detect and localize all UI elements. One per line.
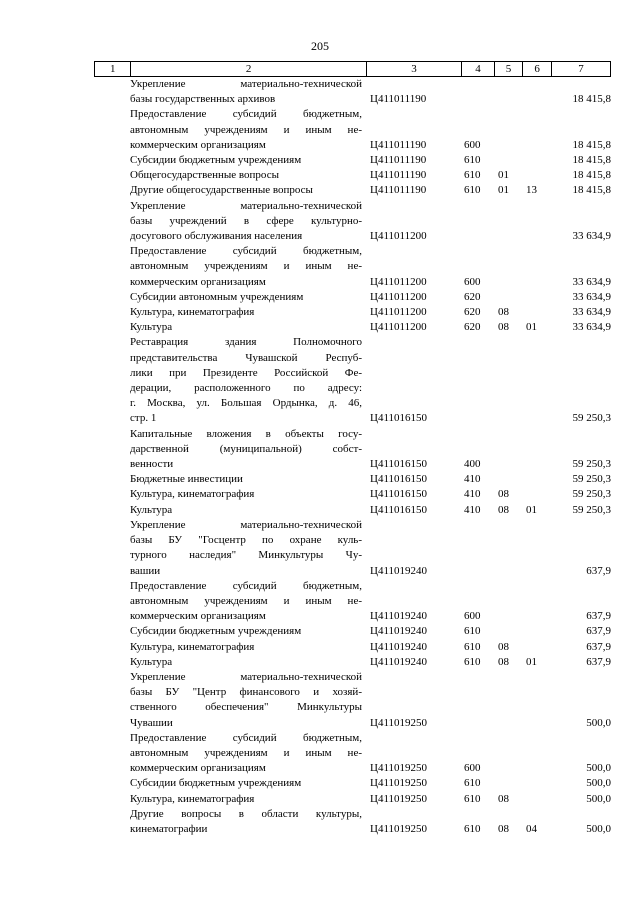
table-row (94, 77, 611, 107)
row-rz-cell: 08 (498, 321, 509, 334)
row-name-line: г. Москва, ул. Большая Ордынка, д. 46, (130, 397, 362, 410)
row-name-cell (130, 335, 368, 426)
row-name-cell (130, 168, 368, 183)
table-row (94, 807, 611, 837)
row-name-line: Культура (130, 503, 173, 516)
row-sum-cell: 59 250,3 (572, 473, 611, 486)
header-col-6: 6 (522, 62, 551, 76)
row-name-line: коммерческим организациям (130, 762, 266, 775)
row-code-cell: Ц411019250 (370, 777, 428, 790)
row-rz-cell: 08 (498, 640, 509, 653)
table-row (94, 305, 611, 320)
row-name-line: автономным учреждениям и иным не- (130, 260, 362, 273)
row-name-cell (130, 655, 368, 670)
table-row (94, 792, 611, 807)
row-name-line: Другие вопросы в области культуры, (130, 807, 362, 820)
header-col-5: 5 (494, 62, 523, 76)
row-name-cell (130, 305, 368, 320)
row-name-cell (130, 183, 368, 198)
row-name-cell (130, 503, 368, 518)
row-vr-cell: 410 (464, 503, 481, 516)
row-vr-cell: 610 (464, 154, 481, 167)
row-name-line: венности (130, 458, 174, 471)
row-sum-cell: 33 634,9 (572, 230, 611, 243)
row-sum-cell: 637,9 (586, 640, 611, 653)
row-code-cell: Ц411011200 (370, 290, 427, 303)
row-name-cell (130, 670, 368, 731)
row-name-line: Бюджетные инвестиции (130, 473, 243, 486)
row-name-line: Чувашии (130, 716, 173, 729)
row-name-line: Культура, кинематография (130, 306, 255, 319)
row-name-line: Предоставление субсидий бюджетным, (130, 579, 362, 592)
row-vr-cell: 410 (464, 488, 481, 501)
row-sum-cell: 33 634,9 (572, 275, 611, 288)
row-name-line: Реставрация здания Полномочного (130, 336, 362, 349)
row-code-cell: Ц411011190 (370, 184, 427, 197)
row-name-line: представительства Чувашской Респуб- (130, 351, 362, 364)
table-header (94, 61, 611, 77)
row-name-cell (130, 199, 368, 245)
row-vr-cell: 400 (464, 458, 481, 471)
row-name-cell (130, 77, 368, 107)
row-code-cell: Ц411011200 (370, 321, 427, 334)
budget-table (94, 61, 611, 837)
row-rz-cell: 08 (498, 306, 509, 319)
row-sum-cell: 500,0 (586, 822, 611, 835)
row-code-cell: Ц411019250 (370, 792, 428, 805)
row-name-line: Субсидии автономным учреждениям (130, 290, 304, 303)
header-col-2: 2 (130, 62, 365, 76)
row-vr-cell: 410 (464, 473, 481, 486)
row-name-line: Капитальные вложения в объекты госу- (130, 427, 362, 440)
table-row (94, 487, 611, 502)
row-code-cell: Ц411019240 (370, 655, 428, 668)
row-code-cell: Ц411011190 (370, 138, 427, 151)
row-pr-cell: 04 (526, 822, 537, 835)
table-row (94, 199, 611, 245)
row-name-line: вашии (130, 564, 161, 577)
row-sum-cell: 18 415,8 (572, 169, 611, 182)
row-vr-cell: 610 (464, 625, 481, 638)
row-rz-cell: 01 (498, 184, 509, 197)
row-vr-cell: 610 (464, 184, 481, 197)
row-name-cell (130, 776, 368, 791)
row-name-line: коммерческим организациям (130, 138, 266, 151)
row-sum-cell: 637,9 (586, 610, 611, 623)
row-sum-cell: 59 250,3 (572, 488, 611, 501)
row-name-cell (130, 320, 368, 335)
row-vr-cell: 600 (464, 610, 481, 623)
row-sum-cell: 33 634,9 (572, 290, 611, 303)
row-sum-cell: 637,9 (586, 655, 611, 668)
row-name-cell (130, 731, 368, 777)
row-name-line: Предоставление субсидий бюджетным, (130, 245, 362, 258)
row-name-line: турного наследия" Минкультуры Чу- (130, 549, 362, 562)
row-sum-cell: 18 415,8 (572, 154, 611, 167)
row-name-line: автономным учреждениям и иным не- (130, 746, 362, 759)
row-name-line: стр. 1 (130, 412, 157, 425)
row-name-line: Субсидии бюджетным учреждениям (130, 154, 302, 167)
row-code-cell: Ц411011190 (370, 93, 427, 106)
row-name-line: автономным учреждениям и иным не- (130, 123, 362, 136)
table-row (94, 624, 611, 639)
row-sum-cell: 18 415,8 (572, 93, 611, 106)
row-code-cell: Ц411011190 (370, 169, 427, 182)
row-code-cell: Ц411011200 (370, 230, 427, 243)
row-vr-cell: 610 (464, 777, 481, 790)
row-name-cell (130, 107, 368, 153)
row-name-cell (130, 807, 368, 837)
row-code-cell: Ц411016150 (370, 412, 428, 425)
row-code-cell: Ц411019240 (370, 640, 428, 653)
header-col-1: 1 (94, 62, 130, 76)
row-name-line: Культура (130, 321, 173, 334)
table-row (94, 776, 611, 791)
row-sum-cell: 637,9 (586, 625, 611, 638)
row-rz-cell: 08 (498, 488, 509, 501)
row-name-cell (130, 244, 368, 290)
table-row (94, 427, 611, 473)
row-pr-cell: 01 (526, 503, 537, 516)
row-name-cell (130, 640, 368, 655)
row-name-line: Укрепление материально-технической (130, 518, 362, 531)
row-rz-cell: 08 (498, 655, 509, 668)
table-row (94, 579, 611, 625)
row-code-cell: Ц411011200 (370, 275, 427, 288)
row-vr-cell: 610 (464, 792, 481, 805)
row-name-line: Культура, кинематография (130, 488, 255, 501)
row-sum-cell: 637,9 (586, 564, 611, 577)
row-name-line: коммерческим организациям (130, 610, 266, 623)
row-name-cell (130, 518, 368, 579)
row-code-cell: Ц411011200 (370, 306, 427, 319)
row-name-line: автономным учреждениям и иным не- (130, 594, 362, 607)
row-rz-cell: 08 (498, 792, 509, 805)
page-number: 205 (311, 39, 329, 53)
row-sum-cell: 18 415,8 (572, 138, 611, 151)
row-vr-cell: 620 (464, 290, 481, 303)
row-code-cell: Ц411011190 (370, 154, 427, 167)
row-name-line: Предоставление субсидий бюджетным, (130, 731, 362, 744)
row-name-line: кинематографии (130, 822, 208, 835)
row-name-line: дарственной (муниципальной) собст- (130, 442, 362, 455)
table-row (94, 472, 611, 487)
row-sum-cell: 59 250,3 (572, 458, 611, 471)
row-name-line: базы БУ "Госцентр по охране куль- (130, 534, 362, 547)
row-sum-cell: 500,0 (586, 716, 611, 729)
row-name-line: коммерческим организациям (130, 275, 266, 288)
header-col-4: 4 (461, 62, 494, 76)
header-col-3: 3 (366, 62, 462, 76)
row-vr-cell: 600 (464, 138, 481, 151)
header-col-7: 7 (551, 62, 611, 76)
row-name-line: Другие общегосударственные вопросы (130, 184, 313, 197)
table-row (94, 655, 611, 670)
row-vr-cell: 620 (464, 306, 481, 319)
row-name-line: Культура (130, 655, 173, 668)
table-row (94, 168, 611, 183)
row-code-cell: Ц411016150 (370, 458, 428, 471)
row-name-line: Предоставление субсидий бюджетным, (130, 108, 362, 121)
row-sum-cell: 18 415,8 (572, 184, 611, 197)
row-vr-cell: 610 (464, 822, 481, 835)
row-name-cell (130, 792, 368, 807)
table-row (94, 107, 611, 153)
row-name-cell (130, 624, 368, 639)
row-vr-cell: 600 (464, 275, 481, 288)
table-row (94, 670, 611, 731)
row-code-cell: Ц411019240 (370, 625, 428, 638)
row-name-line: лики при Президенте Российской Фе- (130, 366, 362, 379)
table-row (94, 153, 611, 168)
row-vr-cell: 610 (464, 655, 481, 668)
table-row (94, 731, 611, 777)
row-sum-cell: 33 634,9 (572, 306, 611, 319)
row-pr-cell: 01 (526, 321, 537, 334)
table-body (94, 77, 611, 837)
row-vr-cell: 620 (464, 321, 481, 334)
row-sum-cell: 33 634,9 (572, 321, 611, 334)
row-name-cell (130, 427, 368, 473)
row-sum-cell: 59 250,3 (572, 503, 611, 516)
row-code-cell: Ц411019250 (370, 822, 428, 835)
table-row (94, 290, 611, 305)
table-row (94, 183, 611, 198)
row-pr-cell: 01 (526, 655, 537, 668)
row-rz-cell: 01 (498, 169, 509, 182)
row-code-cell: Ц411019240 (370, 564, 428, 577)
table-row (94, 503, 611, 518)
row-name-cell (130, 487, 368, 502)
row-name-line: Культура, кинематография (130, 792, 255, 805)
row-name-line: ственного обеспечения" Минкультуры (130, 701, 362, 714)
row-sum-cell: 500,0 (586, 777, 611, 790)
table-row (94, 335, 611, 426)
row-code-cell: Ц411019240 (370, 610, 428, 623)
row-vr-cell: 600 (464, 762, 481, 775)
row-name-line: дерации, расположенного по адресу: (130, 382, 362, 395)
row-name-line: Укрепление материально-технической (130, 199, 362, 212)
row-code-cell: Ц411019250 (370, 716, 428, 729)
table-row (94, 518, 611, 579)
table-row (94, 244, 611, 290)
row-sum-cell: 500,0 (586, 762, 611, 775)
row-name-line: Культура, кинематография (130, 640, 255, 653)
table-row (94, 320, 611, 335)
row-vr-cell: 610 (464, 169, 481, 182)
row-rz-cell: 08 (498, 822, 509, 835)
row-name-cell (130, 153, 368, 168)
row-name-line: базы БУ "Центр финансового и хозяй- (130, 686, 362, 699)
row-name-cell (130, 290, 368, 305)
row-name-cell (130, 579, 368, 625)
row-name-line: Субсидии бюджетным учреждениям (130, 625, 302, 638)
row-name-line: Субсидии бюджетным учреждениям (130, 777, 302, 790)
row-vr-cell: 610 (464, 640, 481, 653)
row-name-line: базы государственных архивов (130, 93, 276, 106)
row-name-line: Укрепление материально-технической (130, 670, 362, 683)
row-rz-cell: 08 (498, 503, 509, 516)
row-sum-cell: 59 250,3 (572, 412, 611, 425)
row-pr-cell: 13 (526, 184, 537, 197)
row-code-cell: Ц411016150 (370, 473, 428, 486)
row-name-line: Укрепление материально-технической (130, 78, 362, 90)
row-code-cell: Ц411016150 (370, 503, 428, 516)
row-name-line: досугового обслуживания населения (130, 230, 303, 243)
row-sum-cell: 500,0 (586, 792, 611, 805)
row-name-line: Общегосударственные вопросы (130, 169, 279, 182)
row-code-cell: Ц411019250 (370, 762, 428, 775)
row-name-cell (130, 472, 368, 487)
row-code-cell: Ц411016150 (370, 488, 428, 501)
table-row (94, 640, 611, 655)
row-name-line: базы учреждений в сфере культурно- (130, 214, 362, 227)
